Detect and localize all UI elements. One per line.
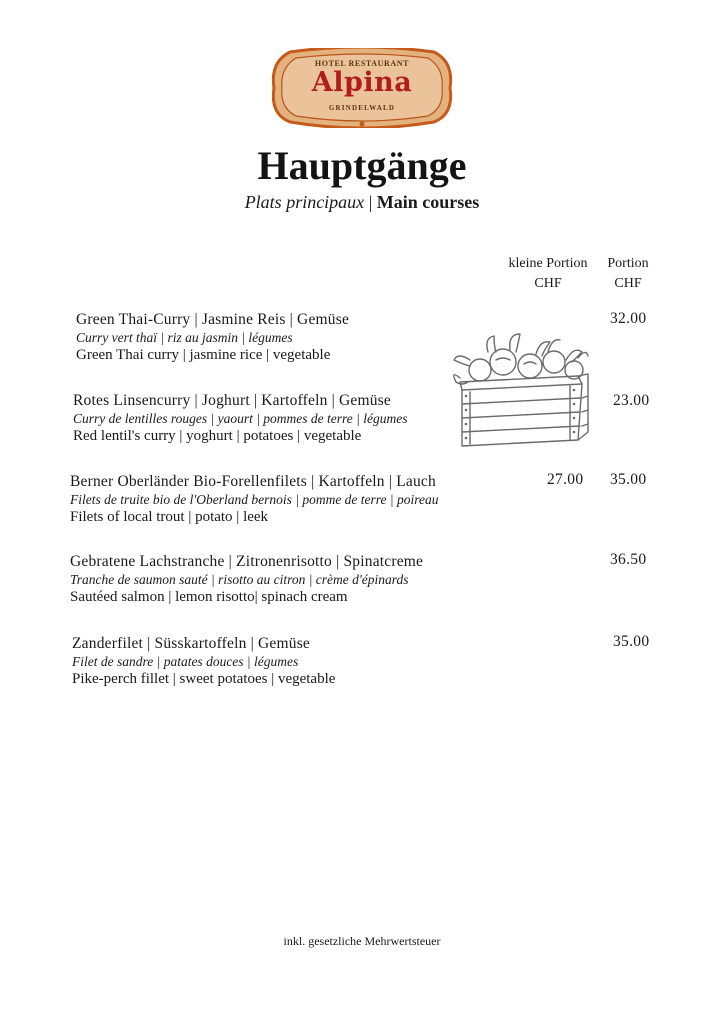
dish-name-french: Tranche de saumon sauté | risotto au citron | crème d'épinards bbox=[70, 572, 409, 587]
dish-name-french: Curry vert thaï | riz au jasmin | légumes bbox=[76, 330, 293, 345]
column-header-small-portion bbox=[500, 254, 596, 294]
dish-name-english: Filets of local trout | potato | leek bbox=[70, 509, 269, 525]
dish-name-german: Gebratene Lachstranche | Zitronenrisotto | Spinatcreme bbox=[70, 553, 424, 570]
logo-name: Alpina bbox=[311, 67, 413, 98]
dish-name-german: Rotes Linsencurry | Joghurt | Kartoffeln | Gemüse bbox=[73, 392, 391, 409]
price-full-portion: 23.00 bbox=[613, 392, 650, 409]
page-subtitle bbox=[0, 192, 724, 213]
dish-red-lentil-curry bbox=[73, 391, 543, 445]
dish-trout-filets bbox=[70, 472, 540, 526]
page-title: Hauptgänge bbox=[257, 143, 467, 188]
dish-name-french: Filet de sandre | patates douces | légumes bbox=[72, 654, 299, 669]
dish-name-german: Green Thai-Curry | Jasmine Reis | Gemüse bbox=[76, 311, 350, 328]
dish-name-german: Zanderfilet | Süsskartoffeln | Gemüse bbox=[72, 635, 311, 652]
dish-name-english: Pike-perch fillet | sweet potatoes | vegetable bbox=[72, 671, 336, 687]
subtitle-english: Main courses bbox=[376, 192, 480, 212]
dish-pike-perch bbox=[72, 634, 542, 688]
price-full-portion: 35.00 bbox=[610, 471, 647, 488]
column-small-currency: CHF bbox=[534, 276, 562, 291]
dish-name-french: Curry de lentilles rouges | yaourt | pommes de terre | légumes bbox=[73, 411, 408, 426]
column-full-label: Portion bbox=[607, 256, 649, 271]
logo-top-text: HOTEL RESTAURANT bbox=[314, 59, 410, 68]
column-header-portion bbox=[598, 254, 658, 294]
subtitle-french: Plats principaux bbox=[244, 192, 365, 212]
dish-name-english: Red lentil's curry | yoghurt | potatoes | vegetable bbox=[73, 428, 362, 444]
price-full-portion: 32.00 bbox=[610, 310, 647, 327]
dish-name-german: Berner Oberländer Bio-Forellenfilets | Kartoffeln | Lauch bbox=[70, 473, 436, 490]
dish-name-english: Green Thai curry | jasmine rice | vegetable bbox=[76, 347, 331, 363]
logo-bottom-text: GRINDELWALD bbox=[328, 104, 396, 112]
dish-green-thai-curry bbox=[76, 310, 546, 364]
price-full-portion: 36.50 bbox=[610, 551, 647, 568]
column-full-currency: CHF bbox=[614, 276, 642, 291]
dish-name-french: Filets de truite bio de l'Oberland bernois | pomme de terre | poireau bbox=[70, 492, 439, 507]
vat-note: inkl. gesetzliche Mehrwertsteuer bbox=[283, 934, 441, 948]
dish-name-english: Sautéed salmon | lemon risotto| spinach cream bbox=[70, 589, 348, 605]
hotel-logo bbox=[268, 48, 456, 128]
price-full-portion: 35.00 bbox=[613, 633, 650, 650]
subtitle-separator: | bbox=[364, 192, 377, 212]
column-small-label: kleine Portion bbox=[508, 256, 588, 271]
dish-salmon bbox=[70, 552, 540, 606]
price-small-portion: 27.00 bbox=[547, 471, 584, 488]
